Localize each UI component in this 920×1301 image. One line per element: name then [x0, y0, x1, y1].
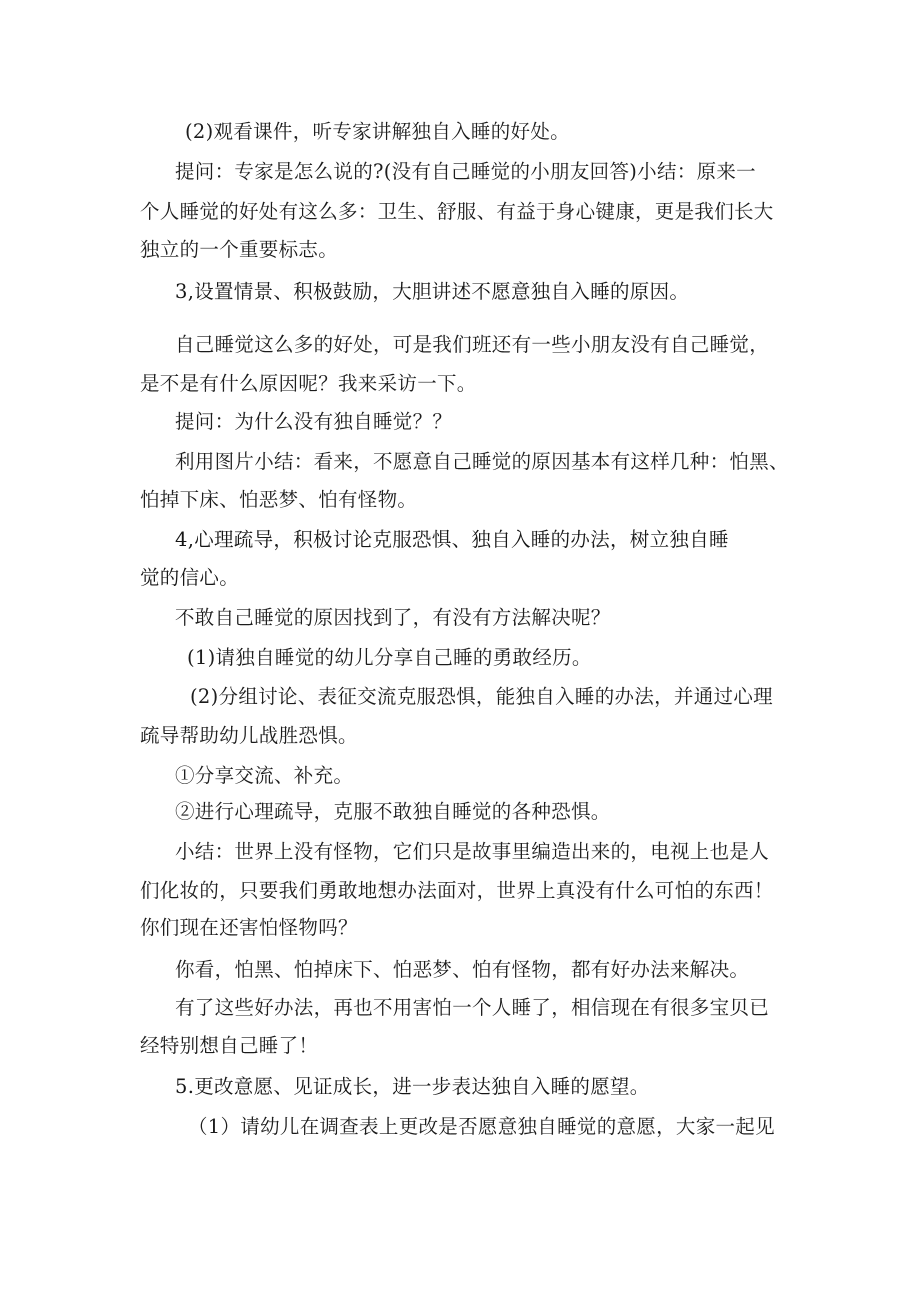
body-text-line: 提问：专家是怎么说的?(没有自己睡觉的小朋友回答)小结：原来一 [175, 160, 756, 183]
body-text-line: 你们现在还害怕怪物吗？ [140, 916, 358, 939]
list-item: ②进行心理疏导，克服不敢独自睡觉的各种恐惧。 [175, 800, 611, 823]
sub-item-line: （1）请幼儿在调查表上更改是否愿意独自睡觉的意愿，大家一起见 [188, 1115, 775, 1138]
sub-item-line: (2)观看课件，听专家讲解独自入睡的好处。 [185, 120, 570, 143]
body-text-line: 小结：世界上没有怪物，它们只是故事里编造出来的，电视上也是人 [175, 840, 770, 863]
body-text-line: 利用图片小结：看来，不愿意自己睡觉的原因基本有这样几种：怕黑、 [175, 450, 789, 473]
body-text-line: 怕掉下床、怕恶梦、怕有怪物。 [140, 488, 418, 511]
body-text-line: 提问：为什么没有独自睡觉？？ [175, 410, 453, 433]
list-item: ①分享交流、补充。 [175, 764, 354, 787]
section-heading-4-continued: 觉的信心。 [140, 566, 240, 589]
body-text-line: 独立的一个重要标志。 [140, 238, 339, 261]
body-text-line: 有了这些好办法，再也不用害怕一个人睡了，相信现在有很多宝贝已 [175, 996, 770, 1019]
section-heading-3: 3,设置情景、积极鼓励，大胆讲述不愿意独自入睡的原因。 [175, 280, 690, 303]
section-heading-4: 4,心理疏导，积极讨论克服恐惧、独自入睡的办法，树立独自睡 [175, 528, 729, 551]
sub-item-line: (1)请独自睡觉的幼儿分享自己睡的勇敢经历。 [187, 646, 592, 669]
body-text-line: 是不是有什么原因呢？我来采访一下。 [140, 372, 477, 395]
sub-item-line: (2)分组讨论、表征交流克服恐惧，能独自入睡的办法，并通过心理 [190, 685, 773, 708]
body-text-line: 个人睡觉的好处有这么多：卫生、舒服、有益于身心键康，更是我们长大 [140, 200, 774, 223]
body-text-line: 你看，怕黑、怕掉床下、怕恶梦、怕有怪物，都有好办法来解决。 [175, 958, 750, 981]
body-text-line: 不敢自己睡觉的原因找到了，有没有方法解决呢？ [175, 606, 611, 629]
body-text-line: 们化妆的，只要我们勇敢地想办法面对，世界上真没有什么可怕的东西！ [140, 879, 774, 902]
body-text-line: 自己睡觉这么多的好处，可是我们班还有一些小朋友没有自己睡觉， [175, 333, 770, 356]
body-text-line: 经特别想自己睡了！ [140, 1034, 319, 1057]
section-heading-5: 5.更改意愿、见证成长，进一步表达独自入睡的愿望。 [175, 1075, 650, 1098]
sub-item-line: 疏导帮助幼儿战胜恐惧。 [140, 724, 358, 747]
